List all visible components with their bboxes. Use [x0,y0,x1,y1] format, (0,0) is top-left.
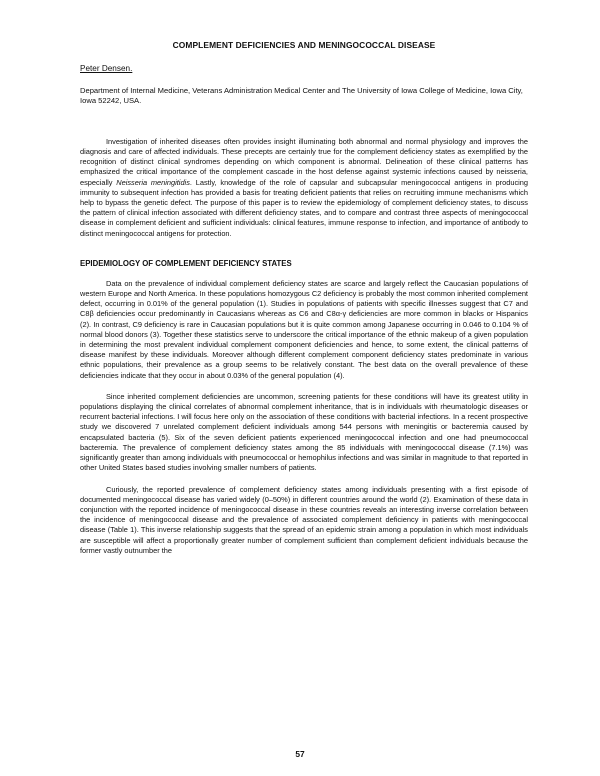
author-name: Peter Densen. [80,64,133,73]
document-title: COMPLEMENT DEFICIENCIES AND MENINGOCOCCAL DISEASE [172,40,436,50]
section-heading: EPIDEMIOLOGY OF COMPLEMENT DEFICIENCY STATES [80,258,292,268]
document-page [80,40,528,567]
intro-text-part-1: Investigation of inherited diseases often provides insight illuminating both abnormal and normal physiology and improves the diagnosis and care of affected individuals. These precepts are certainly true for the complement deficiency states as exemplified by the recognition of distinct clinical syndromes depending on which component is abnormal. Delineation of these clinical patterns has emphasized the critical importance of the complement cascade in the host defense against systemic infections caused by neisseria, especially [80,136,528,187]
body-paragraph: Since inherited complement deficiencies are uncommon, screening patients for these conditions will have its greatest utility in populations displaying the clinical correlates of abnormal complement inheritance, that is in individuals with rheumatologic diseases or recurrent bacterial infections. I will focus here only on the association of these conditions with bacterial infections. In a recent prospective study we discovered 7 unrelated complement deficient individuals among 544 persons with meningitis or bacteremia caused by encapsulated bacteria (5). Six of the seven deficient patients experienced meningococcal infection and one had pneumococcal bacteremia. The prevalence of complement deficiency states among the 85 individuals with meningococcal disease (7.1%) was significantly greater than among individuals with pneumococcal or hemophilus infections and was similar in magnitude to that reported in other United States based studies involving smaller numbers of patients. [80,391,528,473]
intro-paragraph [80,137,528,239]
body-paragraph: Curiously, the reported prevalence of complement deficiency states among individuals presenting with a first episode of documented meningococcal disease has varied widely (0–50%) in different countries around the world (2). Examination of these data in conjunction with the reported incidence of meningococcal disease in these countries reveals an interesting inverse correlation between the incidence of meningococcal disease and the prevalence of associated complement deficiency in patients with meningococcal disease (Table 1). This inverse relationship suggests that the spread of an epidemic strain among a population in which most individuals are susceptible will affect a proportionally greater number of complement sufficient than complement deficient individuals because the former vastly outnumber the [80,484,528,555]
intro-text-part-2: . Lastly, knowledge of the role of capsular and subcapsular meningococcal antigens in producing immunity to subsequent infection has provided a basis for treating deficient patients that relies on recruiting immune mechanisms which help to bypass the genetic defect. The purpose of this paper is to review the epidemiology of complement deficiency states, to discuss the pattern of clinical infection associated with different deficiency states, and to compare and contrast three aspects of meningococcal disease in complement deficient and sufficient individuals: clinical features, immune response to infection, and importance of antibody to distinct meningococcal antigens for protection. [80,177,529,238]
body-paragraph: Data on the prevalence of individual complement deficiency states are scarce and largely reflect the Caucasian populations of western Europe and North America. In these populations homozygous C2 deficiency is probably the most common inherited complement defect, occurring in 0.01% of the general population (1). Studies in populations of patients with specific illnesses suggest that C7 and C8β deficiencies occur predominantly in Caucasians whereas as C6 and C8α-γ deficiencies are more common in blacks or Hispanics (2). In contrast, C9 deficiency is rare in Caucasian populations but it is quite common among Japanese occurring in 0.046 to 0.104 % of normal blood donors (3). Together these statistics serve to underscore the critical importance of the ethnic makeup of a given population in determining the most prevalent individual complement component deficiencies and hence, to some extent, the clinical patterns of disease manifest by these individuals. Moreover although different complement component deficiency states predominate in various ethnic populations, their prevalence as a group seems to be relatively constant. The best data on the overall prevalence of these deficiencies indicate that they occur in about 0.03% of the general population (4). [80,278,528,380]
author-affiliation: Department of Internal Medicine, Veterans Administration Medical Center and The University of Iowa College of Medicine, Iowa City, Iowa 52242, USA. [80,86,523,106]
species-name-italic: Neisseria meningitidis [116,177,190,187]
page-number: 57 [295,749,305,759]
